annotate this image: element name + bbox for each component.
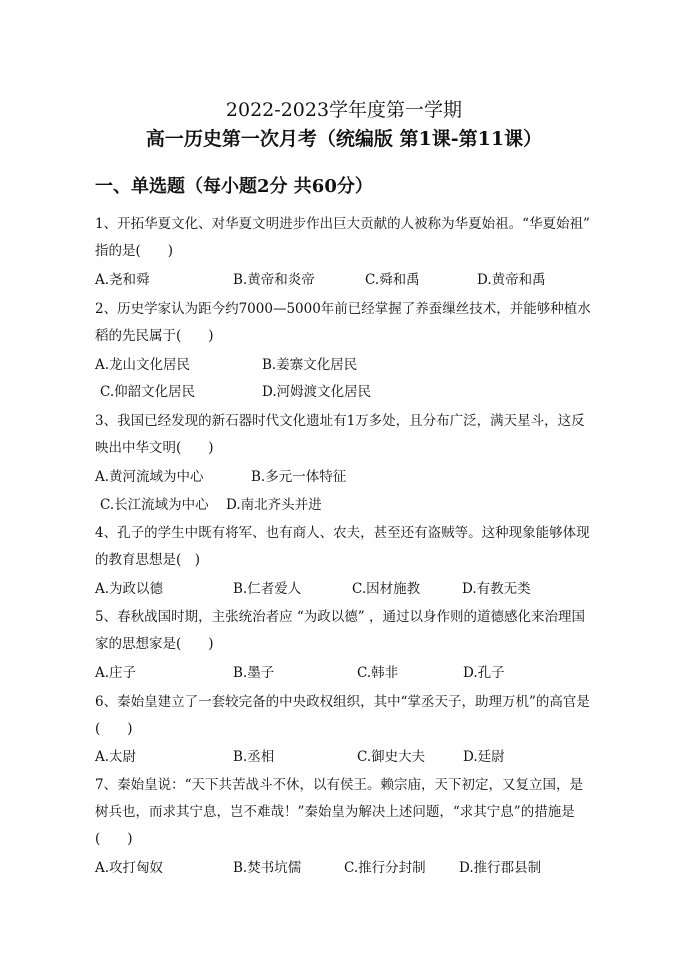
question-2-options [95,353,595,377]
option-b: B.丞相 [233,749,275,765]
option-d: D.孔子 [463,665,505,681]
question-7-options [95,856,595,880]
option-a: A.黄河流域为中心 [95,469,204,485]
question-5-options [95,661,595,685]
option-d: D.河姆渡文化居民 [262,384,372,400]
option-b: B.姜寨文化居民 [262,357,358,373]
section-heading: 一、单选题（每小题2分 共60分） [95,176,373,197]
option-d: D.黄帝和禹 [477,272,546,288]
option-b: B.仁者爱人 [233,581,302,597]
question-7-stem: 7、秦始皇说：“天下共苦战斗不休，以有侯王。赖宗庙，天下初定，又复立国，是树兵也，而求其宁息，岂不难哉！”秦始皇为解决上述问题，“求其宁息”的措施是( ) [95,777,583,847]
option-a: A.攻打匈奴 [95,860,164,876]
option-d: D.南北齐头并进 [226,497,322,513]
option-b: B.多元一体特征 [251,469,347,485]
option-b: B.黄帝和炎帝 [233,272,315,288]
question-2-options-row2 [95,380,595,404]
option-a: A.为政以德 [95,581,164,597]
option-d: D.有教无类 [462,581,531,597]
question-4-options [95,577,595,601]
question-3-options-row2 [95,493,595,517]
question-3-stem: 3、我国已经发现的新石器时代文化遗址有1万多处，且分布广泛，满天星斗，这反映出中华文明( ) [95,413,585,456]
option-c: C.推行分封制 [344,860,426,876]
option-b: B.焚书坑儒 [233,860,302,876]
question-6-options [95,745,595,769]
question-1-stem: 1、开拓华夏文化、对华夏文明进步作出巨大贡献的人被称为华夏始祖。“华夏始祖” 指的是( ) [95,216,590,259]
exam-title: 高一历史第一次月考（统编版 第1课-第11课） [145,128,543,150]
option-a: A.太尉 [95,749,137,765]
question-6-stem: 6、秦始皇建立了一套较完备的中央政权组织，其中“掌丞天子，助理万机”的高官是( ) [95,694,590,737]
option-a: A.龙山文化居民 [95,357,191,373]
question-3-options [95,465,595,489]
option-a: A.庄子 [95,665,137,681]
option-c: C.长江流域为中心 [100,497,209,513]
option-a: A.尧和舜 [95,272,150,288]
option-c: C.仰韶文化居民 [100,384,196,400]
question-1-options [95,268,595,292]
option-c: C.因材施教 [352,581,421,597]
question-4-stem: 4、孔子的学生中既有将军、也有商人、农夫，甚至还有盗贼等。这种现象能够体现的教育思想是( ) [95,525,590,568]
option-c: C.舜和禹 [365,272,420,288]
option-c: C.韩非 [357,665,399,681]
exam-term-title: 2022-2023学年度第一学期 [225,99,463,121]
question-5-stem: 5、春秋战国时期，主张统治者应 “为政以德” ，通过以身作则的道德感化来治理国家的思想家是( ) [95,609,585,652]
option-b: B.墨子 [233,665,275,681]
option-c: C.御史大夫 [357,749,426,765]
question-2-stem: 2、历史学家认为距今约7000—5000年前已经掌握了养蚕缫丝技术，并能够种植水稻的先民属于( ) [95,301,591,344]
option-d: D.廷尉 [463,749,505,765]
option-d: D.推行郡县制 [459,860,542,876]
